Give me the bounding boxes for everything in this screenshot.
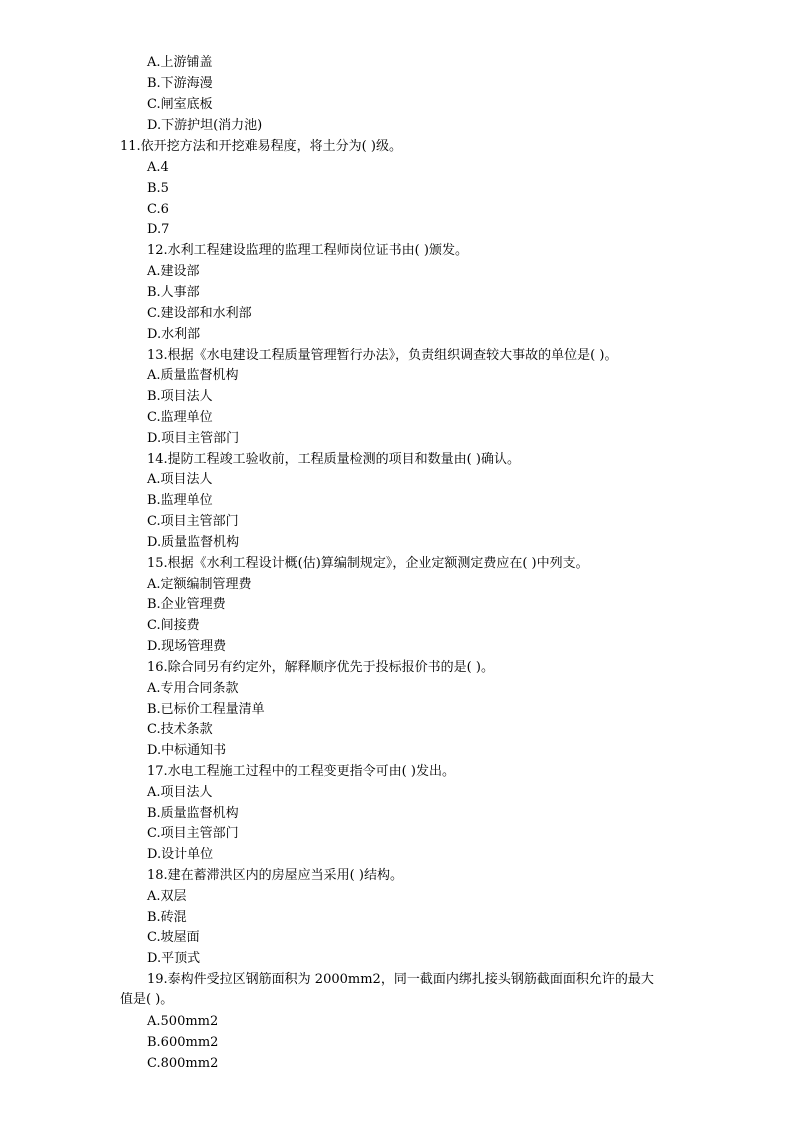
q19-option-c: C.800mm2 bbox=[147, 1056, 219, 1071]
q13-stem: 13.根据《水电建设工程质量管理暂行办法》，负责组织调查较大事故的单位是( )。 bbox=[147, 348, 618, 363]
q10-option-b: B.下游海漫 bbox=[147, 76, 213, 91]
q13-option-b: B.项目法人 bbox=[147, 389, 213, 404]
q19-stem-line1: 19.泰构件受拉区钢筋面积为 2000mm2，同一截面内绑扎接头钢筋截面面积允许的最大 bbox=[147, 972, 654, 987]
q15-option-c: C.间接费 bbox=[147, 618, 200, 633]
q12-option-c: C.建设部和水利部 bbox=[147, 306, 252, 321]
q18-option-a: A.双层 bbox=[147, 889, 187, 904]
q15-option-b: B.企业管理费 bbox=[147, 597, 226, 612]
q15-option-d: D.现场管理费 bbox=[147, 639, 227, 654]
q12-option-d: D.水利部 bbox=[147, 327, 201, 342]
q14-option-c: C.项目主管部门 bbox=[147, 514, 239, 529]
q14-option-a: A.项目法人 bbox=[147, 472, 213, 487]
q18-option-b: B.砖混 bbox=[147, 910, 187, 925]
q17-option-c: C.项目主管部门 bbox=[147, 826, 239, 841]
q14-option-d: D.质量监督机构 bbox=[147, 535, 240, 550]
q14-option-b: B.监理单位 bbox=[147, 493, 213, 508]
q15-option-a: A.定额编制管理费 bbox=[147, 577, 252, 592]
q16-option-c: C.技术条款 bbox=[147, 722, 213, 737]
q16-option-d: D.中标通知书 bbox=[147, 743, 227, 758]
q12-option-a: A.建设部 bbox=[147, 264, 200, 279]
q19-option-b: B.600mm2 bbox=[147, 1035, 219, 1050]
q18-stem: 18.建在蓄滞洪区内的房屋应当采用( )结构。 bbox=[147, 868, 403, 883]
q13-option-c: C.监理单位 bbox=[147, 410, 213, 425]
q17-stem: 17.水电工程施工过程中的工程变更指令可由( )发出。 bbox=[147, 764, 455, 779]
q10-option-c: C.闸室底板 bbox=[147, 97, 213, 112]
q16-option-a: A.专用合同条款 bbox=[147, 681, 239, 696]
q17-option-a: A.项目法人 bbox=[147, 785, 213, 800]
q17-option-d: D.设计单位 bbox=[147, 847, 214, 862]
q17-option-b: B.质量监督机构 bbox=[147, 806, 239, 821]
q16-stem: 16.除合同另有约定外，解释顺序优先于投标报价书的是( )。 bbox=[147, 660, 494, 675]
q10-option-d: D.下游护坦(消力池) bbox=[147, 118, 263, 133]
q12-option-b: B.人事部 bbox=[147, 285, 200, 300]
q18-option-d: D.平顶式 bbox=[147, 951, 201, 966]
q13-option-a: A.质量监督机构 bbox=[147, 368, 239, 383]
q15-stem: 15.根据《水利工程设计概(估)算编制规定》，企业定额测定费应在( )中列支。 bbox=[147, 556, 589, 571]
q11-option-b: B.5 bbox=[147, 181, 169, 196]
q14-stem: 14.提防工程竣工验收前，工程质量检测的项目和数量由( )确认。 bbox=[147, 452, 520, 467]
q18-option-c: C.坡屋面 bbox=[147, 930, 200, 945]
q12-stem: 12.水利工程建设监理的监理工程师岗位证书由( )颁发。 bbox=[147, 243, 468, 258]
q16-option-b: B.已标价工程量清单 bbox=[147, 702, 265, 717]
q11-option-a: A.4 bbox=[147, 160, 169, 175]
q13-option-d: D.项目主管部门 bbox=[147, 431, 240, 446]
q19-stem-line2: 值是( )。 bbox=[120, 992, 174, 1007]
q11-option-d: D.7 bbox=[147, 222, 170, 237]
q10-option-a: A.上游铺盖 bbox=[147, 55, 213, 70]
q11-option-c: C.6 bbox=[147, 202, 169, 217]
q19-option-a: A.500mm2 bbox=[147, 1014, 219, 1029]
q11-stem: 11.依开挖方法和开挖难易程度，将土分为( )级。 bbox=[120, 139, 402, 154]
